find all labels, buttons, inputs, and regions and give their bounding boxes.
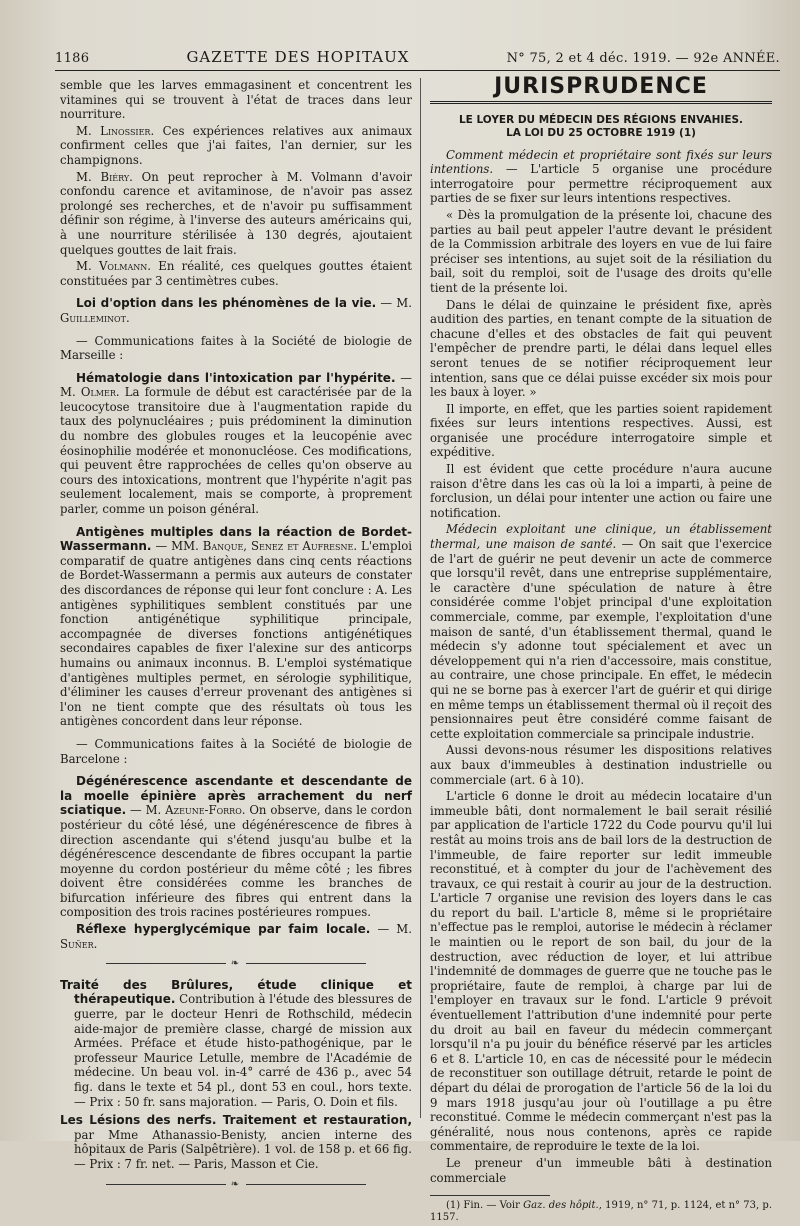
- section-heading: JURISPRUDENCE: [430, 80, 772, 104]
- paragraph-lead: Comment médecin et propriétaire sont fixés sur leurs intentions.: [430, 147, 772, 177]
- paragraph: Il importe, en effet, que les parties soient rapidement fixées sur leurs intentions respectives. Aussi, est organisée une procédure interrogatoire simple et expéditive.: [430, 401, 772, 460]
- footnote: [430, 1200, 772, 1224]
- paragraph-text: — L'article 5 organise une procédure interrogatoire pour permettre réciproquement aux parties de se fixer sur leurs intentions respectives.: [430, 162, 772, 206]
- column-divider: [420, 78, 421, 1118]
- paragraph: [60, 259, 412, 288]
- section: [60, 922, 412, 951]
- section-author: — M. Suñer.: [60, 922, 412, 951]
- footnote-citation: Gaz. des hôpit.: [523, 1200, 599, 1212]
- speaker-name: M. Volmann.: [76, 259, 151, 274]
- paragraph-text: En réalité, ces quelques gouttes étaient constituées par 3 centimètres cubes.: [60, 259, 412, 288]
- book-title: Traité des Brûlures, étude clinique et thérapeutique.: [60, 977, 412, 1007]
- section-author: — MM. Banque, Senez et Aufresne.: [151, 539, 358, 554]
- article-title-line1: LE LOYER DU MÉDECIN DES RÉGIONS ENVAHIES.: [458, 113, 744, 126]
- section: [60, 774, 412, 920]
- section: [60, 296, 412, 325]
- footnote-text: , 1919, n° 71, p. 1124, et n° 73, p. 1157.: [430, 1200, 772, 1224]
- communication-note: — Communications faites à la Société de biologie de Barcelone :: [60, 736, 412, 766]
- paragraph: « Dès la promulgation de la présente loi, chacune des parties au bail peut appeler l'autre devant le président de la Commission arbitrale des loyers en vue de lui faire préciser ses intentions, au sujet soit de la résiliation du bail, soit du remploi, soit de l'usage des droits qu'elle tient de la présente loi.: [430, 207, 772, 295]
- article-title: [430, 114, 772, 140]
- section-title: Réflexe hyperglycémique par faim locale.: [76, 922, 371, 937]
- ornament-divider: ❧: [60, 1178, 412, 1193]
- book-text: par Mme Athanassio-Benisty, ancien interne des hôpitaux de Paris (Salpêtrière). 1 vol. de 158 p. et 66 fig. — Prix : 7 fr. net. — Paris, Masson et Cie.: [74, 1127, 412, 1171]
- footnote-text: (1) Fin. — Voir: [446, 1200, 524, 1212]
- book-notice: [60, 1113, 412, 1171]
- left-column: [60, 78, 412, 1198]
- section-title: Loi d'option dans les phénomènes de la vie.: [76, 296, 377, 311]
- journal-title: GAZETTE DES HOPITAUX: [186, 48, 410, 66]
- section: [60, 525, 412, 729]
- section-title: Dégénérescence ascendante et descendante de la moelle épinière après arrachement du nerf sciatique.: [60, 774, 412, 818]
- speaker-name: M. Biéry.: [76, 169, 133, 184]
- paragraph: Le preneur d'un immeuble bâti à destination commerciale: [430, 1155, 772, 1185]
- section-author: — M. Olmer.: [60, 370, 412, 400]
- paragraph-lead: Médecin exploitant une clinique, un établissement thermal, une maison de santé.: [430, 522, 772, 552]
- issue-info: N° 75, 2 et 4 déc. 1919. — 92e ANNÉE.: [506, 51, 780, 66]
- paragraph-text: — On sait que l'exercice de l'art de guérir ne peut devenir un acte de commerce que lorsqu'il revêt, dans une entreprise supplémentaire, le caractère d'une spéculation de nature à être considérée comme l'objet principal d'une exploitation commerciale, comme, par exemple, l'exploitation d'une maison de santé, d'un établissement thermal, quand le médecin s'y adonne tout spécialement et avec un développement qui n'a rien d'accessoire, mais constitue, au contraire, une chose principale. En effet, le médecin qui ne se borne pas à exercer l'art de guérir et qui dirige en même temps un établissement thermal où il reçoit des pensionnaires peut être considéré comme faisant de cette exploitation commerciale sa principale industrie.: [430, 537, 772, 741]
- paragraph: [430, 522, 772, 741]
- section-text: La formule de début est caractérisée par de la leucocytose transitoire due à l'augmentation rapide du taux des polynucléaires ; puis prédominent la diminution du nombre des globules rouges et la leucopénie avec éosinophilie modérée et mononucléose. Ces modifications, qui peuvent être rapprochées de celles qu'on observe au cours des intoxications, montrent que l'hypérite n'agit pas seulement localement, mais se comporte, à proprement parler, comme un poison général.: [60, 385, 412, 517]
- page-header: [55, 38, 780, 71]
- footnote-rule: [430, 1195, 550, 1196]
- right-column: [430, 74, 772, 1226]
- paragraph: Dans le délai de quinzaine le président fixe, après audition des parties, en tenant compte de la situation de chacune d'elles et des obstacles de fait qui peuvent l'empêcher de prendre parti, le délai dans lequel elles seront tenues de se notifier réciproquement leur intention, sans que ce délai puisse excéder six mois pour les baux à loyer. »: [430, 297, 772, 400]
- paragraph: [60, 170, 412, 258]
- paragraph: Il est évident que cette procédure n'aura aucune raison d'être dans les cas où la loi a imparti, à peine de forclusion, un délai pour intenter une action ou faire une notification.: [430, 462, 772, 520]
- paragraph: [60, 124, 412, 168]
- book-title: Les Lésions des nerfs. Traitement et restauration,: [60, 1113, 412, 1128]
- section-author: — M. Azeune-Forro.: [126, 803, 246, 818]
- book-text: Contribution à l'étude des blessures de guerre, par le docteur Henri de Rothschild, médecin aide-major de première classe, chargé de mission aux Armées. Préface et étude histo-pathogénique, par le professeur Maurice Letulle, membre de l'Académie de médecine. Un beau vol. in-4° carré de 436 p., avec 54 fig. dans le texte et 54 pl., dont 53 en coul., hors texte. — Prix : 50 fr. sans majoration. — Paris, O. Doin et fils.: [74, 992, 412, 1109]
- book-notice: [60, 978, 412, 1109]
- article-title-line2: LA LOI DU 25 OCTOBRE 1919 (1): [506, 126, 696, 139]
- section-text: L'emploi comparatif de quatre antigènes dans cinq cents réactions de Bordet-Wassermann a permis aux auteurs de constater des discordances de réponse qui leur font conclure : A. Les antigènes syphilitiques semblent constitués par une fonction antigénétique syphilitique principale, accompagnée de diverses fonctions antigénétiques secondaires capables de fixer l'alexine sur des anticorps humains ou animaux inconnus. B. L'emploi systématique d'antigènes multiples permet, en sérologie syphilitique, d'éliminer les causes d'erreur provenant des antigènes si l'on ne tient compte que des résultats où tous les antigènes concordent dans leur réponse.: [60, 539, 413, 729]
- speaker-name: M. Linossier.: [76, 123, 155, 138]
- section: [60, 371, 412, 517]
- paragraph: L'article 6 donne le droit au médecin locataire d'un immeuble bâti, dont normalement le bail serait résilié par application de l'article 1722 du Code pourvu qu'il lui restât au moins trois ans de bail lors de la destruction de l'immeuble, de faire reporter sur ledit immeuble reconstitué, et à compter du jour de l'achèvement des travaux, ce qui restait à courir au jour de la destruction. L'article 7 organise une revision des loyers dans le cas du report du bail. L'article 8, même si le propriétaire n'effectue pas le remploi, autorise le médecin à réclamer le maintien ou le report de son bail, du jour de la destruction, avec réduction de loyer, et lui attribue l'indemnité de dommages de guerre que ne touche pas le propriétaire, faute de remploi, à charge par lui de l'employer en travaux sur le fond. L'article 9 prévoit éventuellement l'attribution d'une indemnité pour perte du droit au bail en faveur du médecin commerçant lorsqu'il n'a pu jouir du bénéfice réservé par les articles 6 et 8. L'article 10, en cas de nécessité pour le médecin de reconstituer son outillage détruit, retarde le point de départ du délai de prorogation de l'article 56 de la loi du 9 mars 1918 jusqu'au jour où l'outillage a pu être reconstitué. Comme le médecin commerçant n'est pas la généralité, nous nous contenons, après ce rapide commentaire, de reproduire le texte de la loi.: [430, 789, 772, 1154]
- paragraph: semble que les larves emmagasinent et concentrent les vitamines qui se trouvent à l'état de traces dans leur nourriture.: [60, 78, 412, 122]
- page-number: 1186: [55, 51, 90, 66]
- ornament-divider: ❧: [60, 957, 412, 972]
- section-author: — M. Guilleminot.: [60, 296, 412, 325]
- communication-note: — Communications faites à la Société de biologie de Marseille :: [60, 333, 412, 363]
- paragraph-text: Ces expériences relatives aux animaux confirment celles que j'ai faites, l'an dernier, sur les champignons.: [60, 123, 413, 167]
- section-text: On observe, dans le cordon postérieur du côté lésé, une dégénérescence de fibres à direction ascendante qui s'étend jusqu'au bulbe et la dégénérescence descendante de fibres occupant la partie moyenne du cordon postérieur du même côté ; les fibres doivent être considérées comme les branches de bifurcation inférieure des fibres qui entrent dans la composition des trois racines postérieures rompues.: [60, 803, 412, 920]
- paragraph: [430, 148, 772, 206]
- section-title: Antigènes multiples dans la réaction de Bordet-Wassermann.: [60, 524, 412, 554]
- paragraph-text: On peut reprocher à M. Volmann d'avoir confondu carence et avitaminose, de n'avoir pas assez prolongé ses recherches, et de n'avoir pu suffisamment définir son régime, à l'inverse des auteurs américains qui, à une nourriture stérilisée à 130 degrés, ajoutaient quelques gouttes de lait frais.: [60, 169, 412, 257]
- section-title: Hématologie dans l'intoxication par l'hypérite.: [76, 370, 396, 385]
- paragraph: Aussi devons-nous résumer les dispositions relatives aux baux d'immeubles à destination industrielle ou commerciale (art. 6 à 10).: [430, 743, 772, 787]
